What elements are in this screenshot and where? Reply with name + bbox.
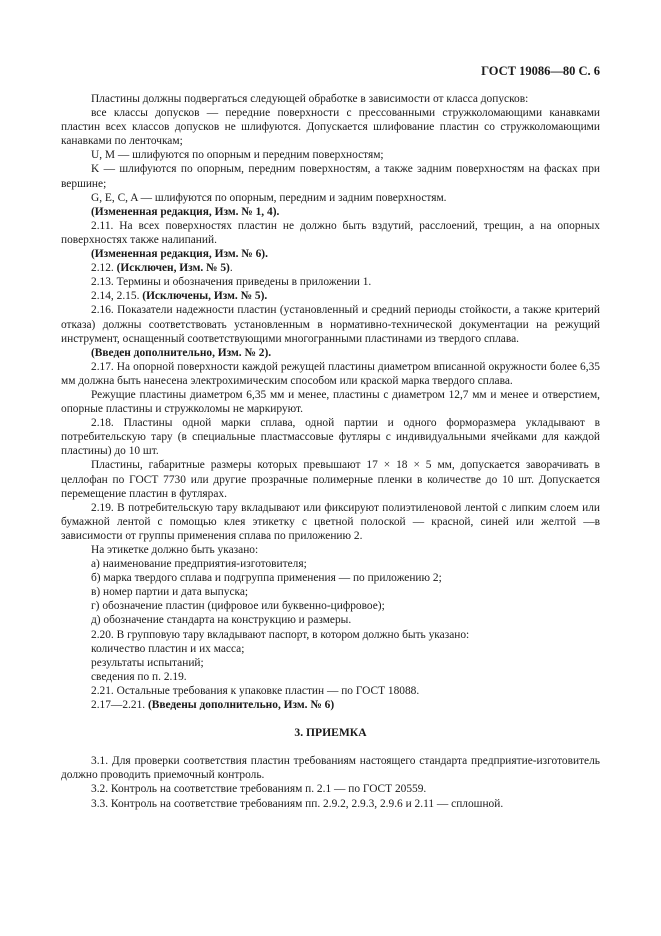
list-item: сведения по п. 2.19. bbox=[91, 670, 187, 683]
list-item: результаты испытаний; bbox=[91, 656, 204, 669]
clause-2-17: 2.17. На опорной поверхности каждой режущей пластины диаметром вписанной окружности более 6,35 мм должна быть нанесена электрохимическим способом или краской марка твердого сплава. bbox=[61, 360, 600, 387]
amendment-note bbox=[61, 247, 600, 261]
paragraph: K — шлифуются по опорным, передним поверхностям, а также задним поверхностям на фасках при вершине; bbox=[61, 163, 600, 190]
amendment-text: (Исключен, Изм. № 5) bbox=[116, 262, 230, 275]
clause-2-21: 2.21. Остальные требования к упаковке пластин — по ГОСТ 18088. bbox=[91, 684, 420, 697]
list-item: количество пластин и их масса; bbox=[91, 642, 245, 655]
clause-end: . bbox=[229, 262, 233, 275]
clause-2-12 bbox=[61, 261, 600, 275]
list-item: г) обозначение пластин (цифровое или буквенно-цифровое); bbox=[91, 600, 385, 613]
clause-2-14-2-15 bbox=[61, 289, 600, 303]
clause-2-18: 2.18. Пластины одной марки сплава, одной партии и одного форморазмера укладывают в потребительскую тару (в специальные пластмассовые футляры с индивидуальными ячейками для каждой пластины) до 10 шт. bbox=[61, 417, 600, 458]
clause-2-16: 2.16. Показатели надежности пластин (установленный и средний периоды стойкости, а также критерий отказа) должны соответствовать установленным в нормативно-технической документации на режущий инструмент, оснащенный соответствующими многогранными пластинами из твердого сплава. bbox=[61, 304, 600, 345]
list-item: а) наименование предприятия-изготовителя; bbox=[91, 558, 307, 571]
paragraph: На этикетке должно быть указано: bbox=[91, 544, 259, 556]
paragraph: G, E, C, A — шлифуются по опорным, передним и задним поверхностям. bbox=[91, 191, 447, 204]
amendment-text: (Введен дополнительно, Изм. № 2). bbox=[91, 346, 272, 359]
paragraph: U, M — шлифуются по опорным и передним поверхностям; bbox=[91, 149, 384, 162]
paragraph: Пластины должны подвергаться следующей обработке в зависимости от класса допусков: bbox=[91, 93, 529, 105]
clause-3-3: 3.3. Контроль на соответствие требованиям пп. 2.9.2, 2.9.3, 2.9.6 и 2.11 — сплошной. bbox=[91, 797, 504, 810]
list-item: д) обозначение стандарта на конструкцию и размеры. bbox=[91, 614, 352, 627]
clause-2-11: 2.11. На всех поверхностях пластин не должно быть вздутий, расслоений, трещин, а на опорных поверхностях также налипаний. bbox=[61, 219, 600, 246]
amendment-text: (Введены дополнительно, Изм. № 6) bbox=[147, 699, 335, 712]
clause-2-19: 2.19. В потребительскую тару вкладывают или фиксируют полиэтиленовой лентой с липким слоем или бумажной лентой с помощью клея этикетку с цветной полоской — красной, синей или желтой —в зависимости от группы применения сплава по приложению 2. bbox=[61, 501, 600, 542]
amendment-text: (Измененная редакция, Изм. № 6). bbox=[91, 248, 268, 261]
clause-2-13: 2.13. Термины и обозначения приведены в приложении 1. bbox=[91, 276, 372, 289]
paragraph: Режущие пластины диаметром 6,35 мм и менее, пластины с диаметром 12,7 мм и менее и отверстием, опорные пластины и стружколомы не маркируют. bbox=[61, 388, 600, 416]
section-title: 3. ПРИЕМКА bbox=[294, 726, 367, 740]
list-item: в) номер партии и дата выпуска; bbox=[91, 586, 249, 599]
page-header: ГОСТ 19086—80 С. 6 bbox=[481, 64, 600, 78]
list-item: б) марка твердого сплава и подгруппа применения — по приложению 2; bbox=[91, 572, 442, 585]
paragraph: все классы допусков — передние поверхности с прессованными стружколомающими канавками пластин всех классов допусков не шлифуются. Допускается шлифование пластин со стружколомающими канавками по ленточкам; bbox=[61, 107, 600, 148]
document-body bbox=[61, 92, 600, 811]
clause-2-20: 2.20. В групповую тару вкладывают паспорт, в котором должно быть указано: bbox=[91, 628, 470, 641]
amendment-text: (Исключены, Изм. № 5). bbox=[142, 290, 268, 303]
clause-3-1: 3.1. Для проверки соответствия пластин требованиям настоящего стандарта предприятие-изготовитель должно проводить приемочный контроль. bbox=[61, 755, 600, 782]
clause-number: 2.17—2.21. bbox=[91, 699, 146, 712]
amendment-text: (Измененная редакция, Изм. № 1, 4). bbox=[91, 205, 280, 218]
paragraph: Пластины, габаритные размеры которых превышают 17 × 18 × 5 мм, допускается заворачивать в целлофан по ГОСТ 7730 или другие прозрачные полимерные пленки в количестве до 10 шт. Допускается перемещение пластин в футлярах. bbox=[61, 459, 600, 500]
amendment-note bbox=[61, 346, 600, 360]
amendment-note bbox=[61, 205, 600, 219]
clause-number: 2.12. bbox=[91, 262, 114, 275]
clause-number: 2.14, 2.15. bbox=[91, 290, 140, 303]
clause-3-2: 3.2. Контроль на соответствие требованиям п. 2.1 — по ГОСТ 20559. bbox=[91, 783, 427, 796]
amendment-note bbox=[61, 698, 600, 712]
